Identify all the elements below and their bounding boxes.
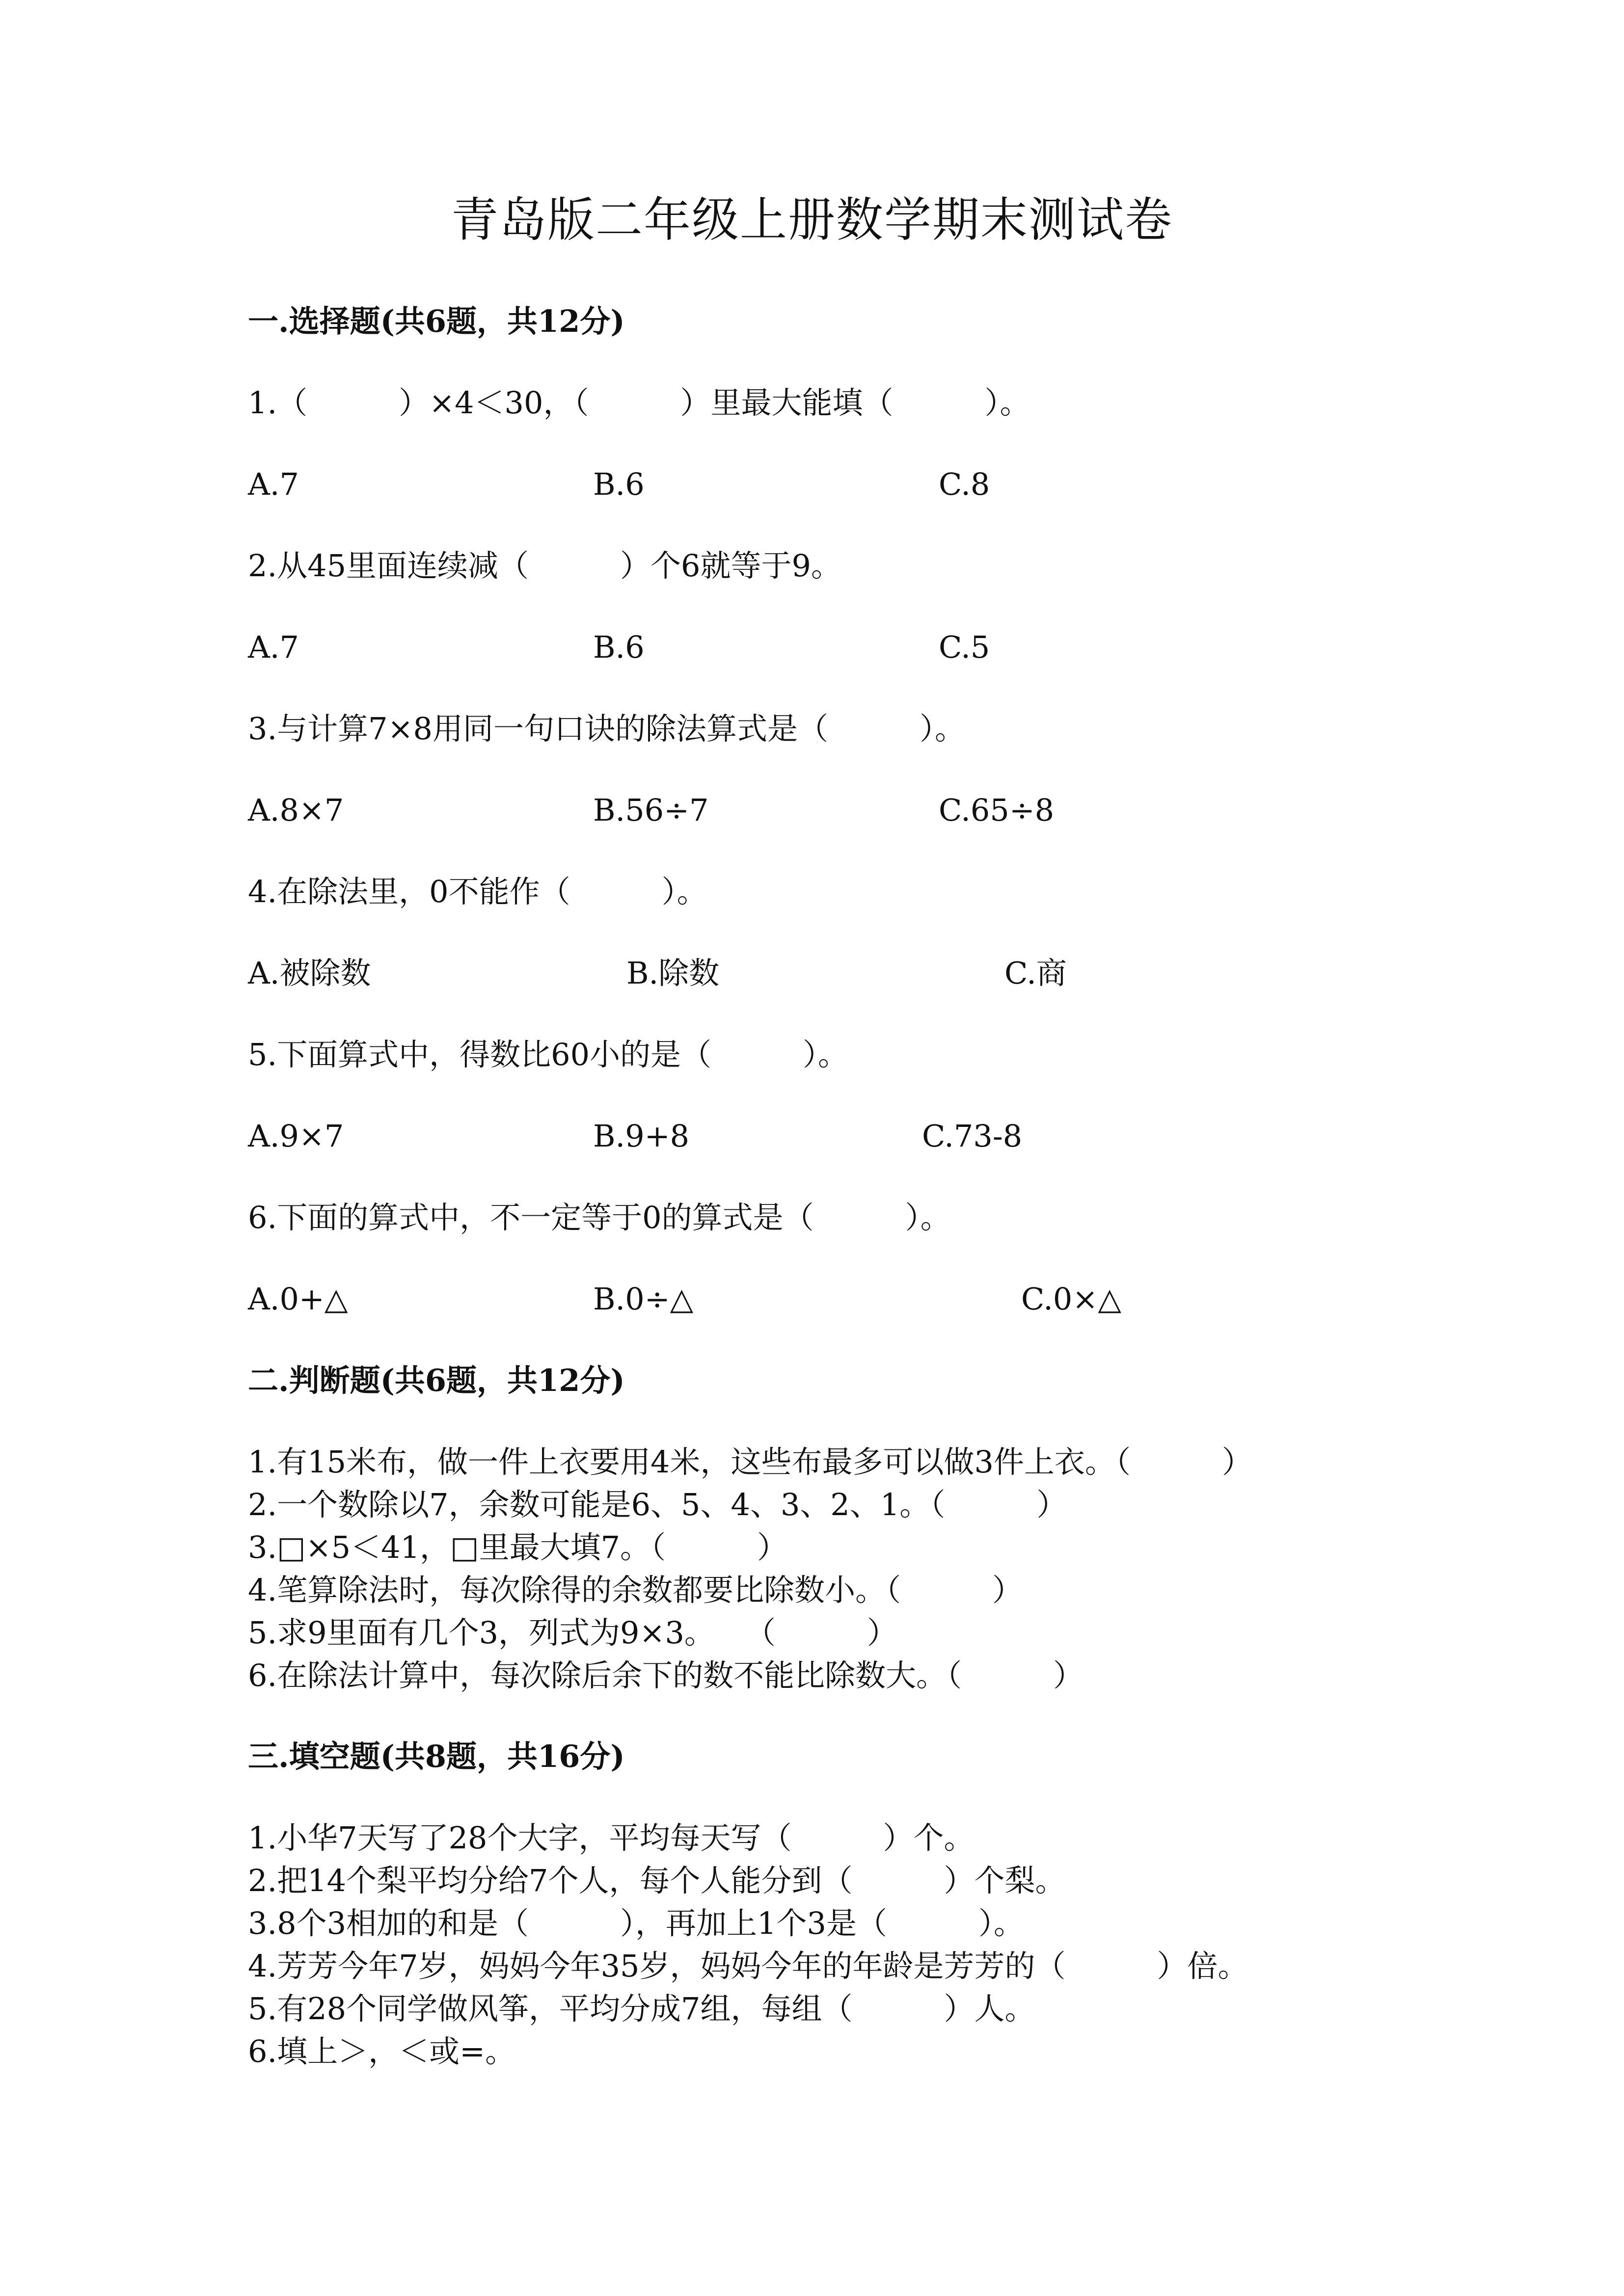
choice-option-6c: C.0×△ <box>1021 1281 1122 1317</box>
choice-option-2a: A.7 <box>248 629 299 665</box>
choice-option-4b: B.除数 <box>626 955 720 991</box>
choice-option-6b: B.0÷△ <box>593 1281 694 1317</box>
section-heading-choice: 一.选择题(共6题，共12分) <box>248 303 625 339</box>
fill-blank-item-2: 2.把14个梨平均分给7个人，每个人能分到（ ）个梨。 <box>248 1863 1066 1898</box>
choice-option-6a: A.0+△ <box>248 1281 348 1317</box>
judgement-item-4: 4.笔算除法时，每次除得的余数都要比除数小。（ ） <box>248 1572 1023 1608</box>
choice-option-4a: A.被除数 <box>248 955 371 991</box>
choice-question-1: 1.（ ）×4＜30，（ ）里最大能填（ ）。 <box>248 385 1030 421</box>
choice-option-2c: C.5 <box>939 629 990 665</box>
choice-option-5b: B.9+8 <box>593 1118 690 1154</box>
choice-option-3c: C.65÷8 <box>939 792 1055 828</box>
choice-option-2b: B.6 <box>593 629 645 665</box>
fill-blank-item-6: 6.填上＞，＜或=。 <box>248 2033 516 2069</box>
choice-option-4c: C.商 <box>1004 955 1067 991</box>
section-heading-judgement: 二.判断题(共6题，共12分) <box>248 1362 625 1398</box>
fill-blank-item-1: 1.小华7天写了28个大字，平均每天写（ ）个。 <box>248 1820 974 1856</box>
choice-question-2: 2.从45里面连续减（ ）个6就等于9。 <box>248 548 841 584</box>
judgement-item-6: 6.在除法计算中，每次除后余下的数不能比除数大。（ ） <box>248 1657 1084 1693</box>
fill-blank-item-5: 5.有28个同学做风筝，平均分成7组，每组（ ）人。 <box>248 1991 1035 2027</box>
section-heading-fill-blank: 三.填空题(共8题，共16分) <box>248 1738 625 1774</box>
judgement-item-3: 3.□×5＜41，□里最大填7。（ ） <box>248 1529 788 1565</box>
choice-question-4: 4.在除法里，0不能作（ ）。 <box>248 874 707 909</box>
judgement-item-1: 1.有15米布，做一件上衣要用4米，这些布最多可以做3件上衣。（ ） <box>248 1444 1252 1480</box>
judgement-item-2: 2.一个数除以7，余数可能是6、5、4、3、2、1。（ ） <box>248 1487 1067 1522</box>
choice-question-5: 5.下面算式中，得数比60小的是（ ）。 <box>248 1037 849 1072</box>
choice-question-3: 3.与计算7×8用同一句口诀的除法算式是（ ）。 <box>248 711 965 747</box>
choice-question-6: 6.下面的算式中，不一定等于0的算式是（ ）。 <box>248 1200 951 1235</box>
choice-option-1a: A.7 <box>248 466 299 502</box>
page-title: 青岛版二年级上册数学期末测试卷 <box>451 192 1173 247</box>
fill-blank-item-3: 3.8个3相加的和是（ ），再加上1个3是（ ）。 <box>248 1905 1024 1941</box>
fill-blank-item-4: 4.芳芳今年7岁，妈妈今年35岁，妈妈今年的年龄是芳芳的（ ）倍。 <box>248 1948 1248 1984</box>
choice-option-3a: A.8×7 <box>248 792 344 828</box>
choice-option-1c: C.8 <box>939 466 990 502</box>
choice-option-5c: C.73-8 <box>922 1118 1023 1154</box>
choice-option-3b: B.56÷7 <box>593 792 709 828</box>
judgement-item-5: 5.求9里面有几个3，列式为9×3。 （ ） <box>248 1615 897 1651</box>
choice-option-5a: A.9×7 <box>248 1118 344 1154</box>
choice-option-1b: B.6 <box>593 466 645 502</box>
